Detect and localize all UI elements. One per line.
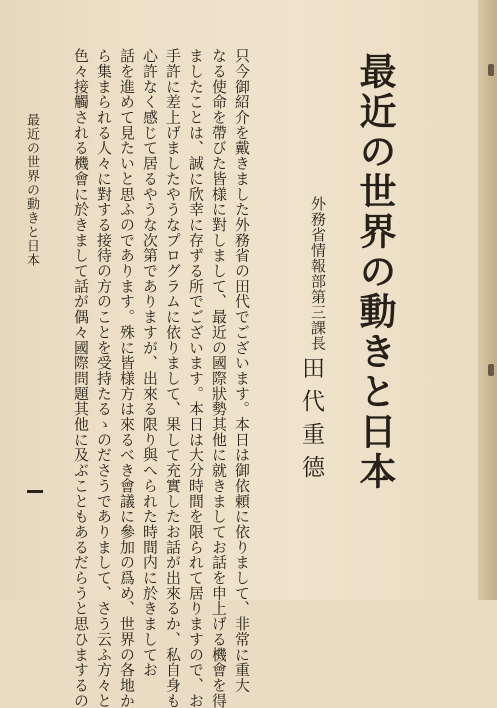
author-affiliation: 外務省情報部第三課長 [309,196,327,351]
body-text-column: 話を進めて見たいと思ふのであります。殊に皆様方は來るべき會議に參加の爲め、世界の各地か [118,48,136,708]
page-number [27,490,43,493]
article-title: 最近の世界の動きと日本 [353,52,396,492]
running-head: 最近の世界の動きと日本 [24,113,39,267]
page-gutter [478,0,497,600]
body-text-column: なる使命を帶びた皆様に對しまして、最近の國際狀勢其他に就きましてお話を申上げる機會を得 [210,48,228,708]
body-text-column: 色々接觸される機會に於きまして話が偶々國際問題其他に及ぶこともあるだらうと思ひまするの [72,48,90,708]
body-text-column: 只今御紹介を戴きました外務省の田代でございます。本日は御依頼に依りまして、非常に重大 [233,48,251,693]
author-name: 田代重德 [298,356,324,488]
body-text-column: ら集まられる人々に對する接待の方のことを受持たるゝのださうでありまして、さう云ふ方々と [95,48,113,708]
binding-mark [488,64,494,76]
body-text-column: ましたことは、誠に欣幸に存ずる所でございます。本日は大分時間を限られて居りますので、お [187,48,205,708]
body-text-column: 心許なく感じて居るやうな次第でありますが、出來る限り與へられた時間内に於きましてお [141,48,159,678]
body-text-column: 手許に差上げましたやうなプログラムに依りまして、果して充實したお話が出來るか、私自身も [164,48,182,708]
binding-mark [488,364,494,376]
